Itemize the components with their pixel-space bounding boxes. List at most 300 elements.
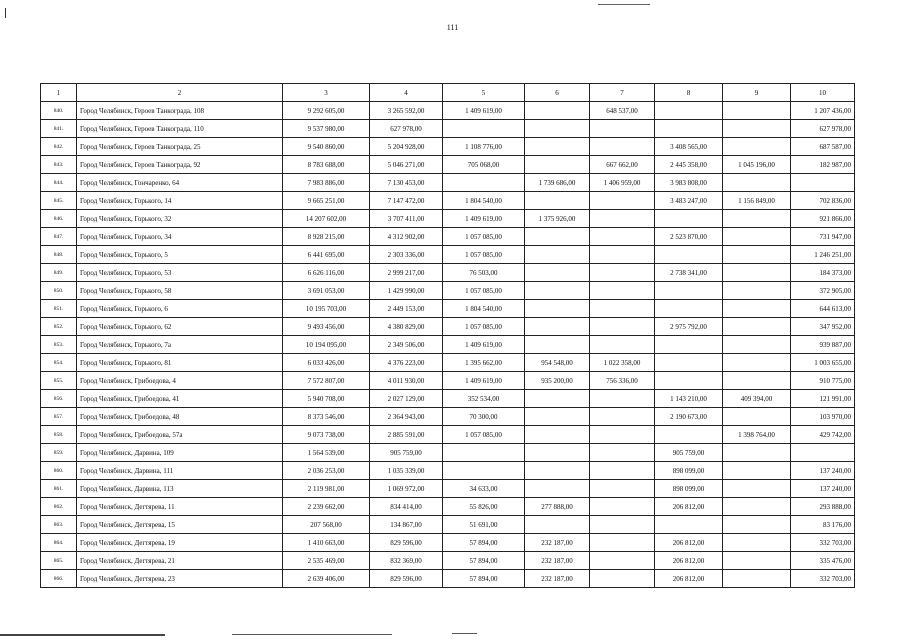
col-5-cell: 1 108 776,00	[443, 138, 525, 156]
col-5-cell: 1 409 619,00	[443, 336, 525, 354]
col-5-cell	[443, 462, 525, 480]
col-4-cell: 2 349 506,00	[370, 336, 443, 354]
col-8-cell	[655, 300, 723, 318]
col-7-cell	[590, 390, 655, 408]
scan-mark	[598, 4, 650, 5]
scan-mark	[5, 8, 6, 18]
col-6-cell	[525, 138, 590, 156]
col-5-cell: 1 057 085,00	[443, 282, 525, 300]
row-number: 842.	[41, 138, 77, 156]
col-7-cell: 648 537,00	[590, 102, 655, 120]
col-5-cell: 1 409 619,00	[443, 210, 525, 228]
col-6-cell	[525, 246, 590, 264]
total-cost-cell: 9 493 456,00	[283, 318, 370, 336]
row-number: 853.	[41, 336, 77, 354]
col-6-cell	[525, 516, 590, 534]
col-4-cell: 2 364 943,00	[370, 408, 443, 426]
col-6-cell	[525, 336, 590, 354]
row-number: 859.	[41, 444, 77, 462]
col-5-cell: 70 300,00	[443, 408, 525, 426]
col-8-cell: 3 483 247,00	[655, 192, 723, 210]
table-row	[41, 192, 855, 210]
table-row	[41, 480, 855, 498]
col-8-cell	[655, 246, 723, 264]
col-10-cell: 332 703,00	[791, 534, 855, 552]
col-6-cell	[525, 408, 590, 426]
col-4-cell: 829 596,00	[370, 534, 443, 552]
total-cost-cell: 2 239 662,00	[283, 498, 370, 516]
col-7-cell	[590, 318, 655, 336]
col-7-cell: 667 662,00	[590, 156, 655, 174]
column-header-2: 2	[77, 84, 283, 102]
row-number: 866.	[41, 570, 77, 588]
col-4-cell: 2 999 217,00	[370, 264, 443, 282]
total-cost-cell: 8 373 546,00	[283, 408, 370, 426]
col-4-cell: 2 449 153,00	[370, 300, 443, 318]
column-header-7: 7	[590, 84, 655, 102]
col-8-cell: 2 738 341,00	[655, 264, 723, 282]
col-7-cell	[590, 516, 655, 534]
col-10-cell: 910 775,00	[791, 372, 855, 390]
total-cost-cell: 9 537 980,00	[283, 120, 370, 138]
address-cell: Город Челябинск, Дарвина, 111	[77, 462, 283, 480]
total-cost-cell: 2 119 981,00	[283, 480, 370, 498]
total-cost-cell: 2 535 469,00	[283, 552, 370, 570]
col-5-cell	[443, 120, 525, 138]
col-9-cell: 1 156 849,00	[723, 192, 791, 210]
column-header-10: 10	[791, 84, 855, 102]
table-row	[41, 228, 855, 246]
col-9-cell	[723, 444, 791, 462]
col-8-cell	[655, 210, 723, 228]
col-7-cell	[590, 498, 655, 516]
row-number: 843.	[41, 156, 77, 174]
address-cell: Город Челябинск, Горького, 5	[77, 246, 283, 264]
registry-table	[40, 83, 855, 588]
col-9-cell	[723, 210, 791, 228]
col-5-cell: 57 894,00	[443, 570, 525, 588]
table-row	[41, 246, 855, 264]
col-7-cell: 1 022 358,00	[590, 354, 655, 372]
col-7-cell	[590, 426, 655, 444]
col-7-cell	[590, 300, 655, 318]
row-number: 849.	[41, 264, 77, 282]
col-8-cell: 3 983 808,00	[655, 174, 723, 192]
table-row	[41, 570, 855, 588]
col-6-cell	[525, 444, 590, 462]
total-cost-cell: 6 626 116,00	[283, 264, 370, 282]
row-number: 855.	[41, 372, 77, 390]
col-7-cell	[590, 444, 655, 462]
table-row	[41, 372, 855, 390]
col-6-cell	[525, 300, 590, 318]
col-9-cell	[723, 174, 791, 192]
address-cell: Город Челябинск, Горького, 32	[77, 210, 283, 228]
col-5-cell: 1 395 662,00	[443, 354, 525, 372]
col-7-cell: 1 406 959,00	[590, 174, 655, 192]
col-6-cell	[525, 228, 590, 246]
col-4-cell: 4 376 223,00	[370, 354, 443, 372]
total-cost-cell: 10 195 703,00	[283, 300, 370, 318]
col-4-cell: 834 414,00	[370, 498, 443, 516]
row-number: 850.	[41, 282, 77, 300]
col-10-cell: 121 991,00	[791, 390, 855, 408]
col-5-cell	[443, 174, 525, 192]
col-5-cell: 1 057 085,00	[443, 426, 525, 444]
row-number: 848.	[41, 246, 77, 264]
col-7-cell	[590, 210, 655, 228]
col-8-cell: 905 759,00	[655, 444, 723, 462]
col-5-cell: 705 068,00	[443, 156, 525, 174]
col-8-cell: 206 812,00	[655, 570, 723, 588]
address-cell: Город Челябинск, Героев Танкограда, 110	[77, 120, 283, 138]
col-5-cell: 76 503,00	[443, 264, 525, 282]
col-7-cell	[590, 120, 655, 138]
table-row	[41, 120, 855, 138]
address-cell: Город Челябинск, Грибоедова, 57а	[77, 426, 283, 444]
col-7-cell	[590, 570, 655, 588]
col-8-cell: 206 812,00	[655, 552, 723, 570]
table-row	[41, 444, 855, 462]
col-8-cell: 206 812,00	[655, 534, 723, 552]
row-number: 845.	[41, 192, 77, 210]
row-number: 862.	[41, 498, 77, 516]
col-4-cell: 3 265 592,00	[370, 102, 443, 120]
col-7-cell	[590, 282, 655, 300]
col-9-cell	[723, 534, 791, 552]
table-row	[41, 462, 855, 480]
col-7-cell	[590, 138, 655, 156]
col-4-cell: 627 978,00	[370, 120, 443, 138]
col-7-cell	[590, 246, 655, 264]
address-cell: Город Челябинск, Героев Танкограда, 108	[77, 102, 283, 120]
address-cell: Город Челябинск, Горького, 34	[77, 228, 283, 246]
col-4-cell: 905 759,00	[370, 444, 443, 462]
row-number: 857.	[41, 408, 77, 426]
total-cost-cell: 9 292 605,00	[283, 102, 370, 120]
row-number: 844.	[41, 174, 77, 192]
col-6-cell	[525, 462, 590, 480]
row-number: 858.	[41, 426, 77, 444]
col-8-cell	[655, 102, 723, 120]
row-number: 851.	[41, 300, 77, 318]
column-header-1: 1	[41, 84, 77, 102]
address-cell: Город Челябинск, Горького, 58	[77, 282, 283, 300]
col-9-cell	[723, 498, 791, 516]
total-cost-cell: 7 572 807,00	[283, 372, 370, 390]
col-10-cell: 939 887,00	[791, 336, 855, 354]
col-6-cell: 935 200,00	[525, 372, 590, 390]
col-7-cell	[590, 552, 655, 570]
col-4-cell: 829 596,00	[370, 570, 443, 588]
col-7-cell	[590, 408, 655, 426]
table-row	[41, 336, 855, 354]
table-row	[41, 156, 855, 174]
col-9-cell: 1 045 196,00	[723, 156, 791, 174]
total-cost-cell: 5 940 708,00	[283, 390, 370, 408]
col-5-cell: 57 894,00	[443, 552, 525, 570]
table-body	[41, 102, 855, 588]
row-number: 865.	[41, 552, 77, 570]
total-cost-cell: 9 665 251,00	[283, 192, 370, 210]
col-5-cell	[443, 444, 525, 462]
col-4-cell: 3 707 411,00	[370, 210, 443, 228]
col-9-cell	[723, 300, 791, 318]
col-9-cell	[723, 246, 791, 264]
col-10-cell: 184 373,00	[791, 264, 855, 282]
address-cell: Город Челябинск, Дегтярева, 23	[77, 570, 283, 588]
row-number: 864.	[41, 534, 77, 552]
col-9-cell	[723, 120, 791, 138]
column-header-3: 3	[283, 84, 370, 102]
col-6-cell: 232 187,00	[525, 552, 590, 570]
col-4-cell: 7 130 453,00	[370, 174, 443, 192]
col-4-cell: 7 147 472,00	[370, 192, 443, 210]
col-8-cell	[655, 516, 723, 534]
col-5-cell: 55 826,00	[443, 498, 525, 516]
col-8-cell	[655, 282, 723, 300]
col-9-cell	[723, 462, 791, 480]
col-9-cell	[723, 570, 791, 588]
column-header-6: 6	[525, 84, 590, 102]
col-8-cell: 3 408 565,00	[655, 138, 723, 156]
col-7-cell	[590, 534, 655, 552]
address-cell: Город Челябинск, Горького, 62	[77, 318, 283, 336]
col-8-cell: 2 975 792,00	[655, 318, 723, 336]
row-number: 852.	[41, 318, 77, 336]
col-4-cell: 5 204 928,00	[370, 138, 443, 156]
col-10-cell: 627 978,00	[791, 120, 855, 138]
col-9-cell	[723, 516, 791, 534]
row-number: 846.	[41, 210, 77, 228]
address-cell: Город Челябинск, Дарвина, 113	[77, 480, 283, 498]
col-8-cell: 2 523 870,00	[655, 228, 723, 246]
col-9-cell	[723, 408, 791, 426]
total-cost-cell: 9 540 860,00	[283, 138, 370, 156]
col-6-cell: 1 375 926,00	[525, 210, 590, 228]
col-10-cell: 731 947,00	[791, 228, 855, 246]
column-header-9: 9	[723, 84, 791, 102]
row-number: 847.	[41, 228, 77, 246]
scan-mark	[452, 633, 477, 634]
col-8-cell	[655, 354, 723, 372]
col-10-cell: 83 176,00	[791, 516, 855, 534]
col-10-cell: 429 742,00	[791, 426, 855, 444]
col-9-cell	[723, 264, 791, 282]
table-row	[41, 174, 855, 192]
col-7-cell	[590, 480, 655, 498]
address-cell: Город Челябинск, Гончаренко, 64	[77, 174, 283, 192]
col-7-cell	[590, 192, 655, 210]
col-7-cell	[590, 462, 655, 480]
col-4-cell: 134 867,00	[370, 516, 443, 534]
col-10-cell: 137 240,00	[791, 480, 855, 498]
total-cost-cell: 2 639 406,00	[283, 570, 370, 588]
col-6-cell	[525, 264, 590, 282]
col-10-cell: 372 905,00	[791, 282, 855, 300]
col-6-cell	[525, 426, 590, 444]
table-row	[41, 354, 855, 372]
total-cost-cell: 6 441 695,00	[283, 246, 370, 264]
col-10-cell: 335 476,00	[791, 552, 855, 570]
col-4-cell: 1 069 972,00	[370, 480, 443, 498]
col-6-cell	[525, 156, 590, 174]
table-row	[41, 408, 855, 426]
col-9-cell	[723, 354, 791, 372]
col-10-cell: 137 240,00	[791, 462, 855, 480]
total-cost-cell: 8 928 215,00	[283, 228, 370, 246]
col-6-cell	[525, 102, 590, 120]
row-number: 840.	[41, 102, 77, 120]
col-5-cell: 352 534,00	[443, 390, 525, 408]
col-8-cell	[655, 372, 723, 390]
column-header-8: 8	[655, 84, 723, 102]
col-10-cell: 687 587,00	[791, 138, 855, 156]
total-cost-cell: 9 073 738,00	[283, 426, 370, 444]
col-7-cell	[590, 228, 655, 246]
col-6-cell: 232 187,00	[525, 534, 590, 552]
col-4-cell: 2 303 336,00	[370, 246, 443, 264]
row-number: 861.	[41, 480, 77, 498]
col-10-cell: 644 613,00	[791, 300, 855, 318]
row-number: 854.	[41, 354, 77, 372]
total-cost-cell: 1 564 539,00	[283, 444, 370, 462]
col-10-cell: 921 866,00	[791, 210, 855, 228]
col-9-cell	[723, 336, 791, 354]
col-5-cell: 51 691,00	[443, 516, 525, 534]
col-4-cell: 4 312 902,00	[370, 228, 443, 246]
address-cell: Город Челябинск, Горького, 6	[77, 300, 283, 318]
total-cost-cell: 8 783 688,00	[283, 156, 370, 174]
col-9-cell	[723, 228, 791, 246]
address-cell: Город Челябинск, Дегтярева, 21	[77, 552, 283, 570]
scan-mark	[232, 634, 392, 635]
col-6-cell	[525, 282, 590, 300]
address-cell: Город Челябинск, Горького, 14	[77, 192, 283, 210]
col-8-cell	[655, 336, 723, 354]
address-cell: Город Челябинск, Дегтярева, 11	[77, 498, 283, 516]
col-9-cell	[723, 138, 791, 156]
col-4-cell: 1 035 339,00	[370, 462, 443, 480]
scan-mark	[0, 634, 165, 636]
row-number: 860.	[41, 462, 77, 480]
column-header-5: 5	[443, 84, 525, 102]
address-cell: Город Челябинск, Грибоедова, 4	[77, 372, 283, 390]
col-6-cell	[525, 192, 590, 210]
total-cost-cell: 207 568,00	[283, 516, 370, 534]
col-4-cell: 1 429 990,00	[370, 282, 443, 300]
table-row	[41, 102, 855, 120]
col-5-cell: 34 633,00	[443, 480, 525, 498]
address-cell: Город Челябинск, Дегтярева, 15	[77, 516, 283, 534]
col-10-cell: 1 207 436,00	[791, 102, 855, 120]
col-10-cell: 1 246 251,00	[791, 246, 855, 264]
table-row	[41, 516, 855, 534]
col-9-cell	[723, 282, 791, 300]
col-8-cell: 898 099,00	[655, 480, 723, 498]
col-5-cell: 1 057 085,00	[443, 228, 525, 246]
col-5-cell: 57 894,00	[443, 534, 525, 552]
address-cell: Город Челябинск, Грибоедова, 41	[77, 390, 283, 408]
col-4-cell: 2 885 591,00	[370, 426, 443, 444]
total-cost-cell: 3 691 053,00	[283, 282, 370, 300]
col-8-cell: 206 812,00	[655, 498, 723, 516]
col-5-cell: 1 804 540,00	[443, 192, 525, 210]
col-4-cell: 5 046 271,00	[370, 156, 443, 174]
total-cost-cell: 14 207 602,00	[283, 210, 370, 228]
col-9-cell	[723, 552, 791, 570]
col-10-cell: 702 836,00	[791, 192, 855, 210]
address-cell: Город Челябинск, Героев Танкограда, 25	[77, 138, 283, 156]
address-cell: Город Челябинск, Дарвина, 109	[77, 444, 283, 462]
column-header-4: 4	[370, 84, 443, 102]
table-row	[41, 498, 855, 516]
col-7-cell: 756 336,00	[590, 372, 655, 390]
col-7-cell	[590, 264, 655, 282]
table-row	[41, 390, 855, 408]
col-8-cell: 1 143 210,00	[655, 390, 723, 408]
col-10-cell: 293 888,00	[791, 498, 855, 516]
table-row	[41, 534, 855, 552]
col-8-cell: 2 190 673,00	[655, 408, 723, 426]
col-6-cell: 277 888,00	[525, 498, 590, 516]
col-6-cell: 1 739 686,00	[525, 174, 590, 192]
table-row	[41, 138, 855, 156]
col-10-cell: 332 703,00	[791, 570, 855, 588]
table-row	[41, 318, 855, 336]
col-4-cell: 832 369,00	[370, 552, 443, 570]
col-9-cell	[723, 102, 791, 120]
total-cost-cell: 10 194 095,00	[283, 336, 370, 354]
col-5-cell: 1 057 085,00	[443, 318, 525, 336]
col-5-cell: 1 409 619,00	[443, 102, 525, 120]
table-row	[41, 264, 855, 282]
address-cell: Город Челябинск, Горького, 7а	[77, 336, 283, 354]
col-4-cell: 2 027 129,00	[370, 390, 443, 408]
col-5-cell: 1 409 619,00	[443, 372, 525, 390]
col-6-cell	[525, 318, 590, 336]
col-4-cell: 4 011 930,00	[370, 372, 443, 390]
col-5-cell: 1 804 540,00	[443, 300, 525, 318]
col-8-cell: 2 445 358,00	[655, 156, 723, 174]
table-row	[41, 426, 855, 444]
address-cell: Город Челябинск, Дегтярева, 19	[77, 534, 283, 552]
row-number: 856.	[41, 390, 77, 408]
col-10-cell: 1 003 655,00	[791, 354, 855, 372]
address-cell: Город Челябинск, Горького, 53	[77, 264, 283, 282]
row-number: 841.	[41, 120, 77, 138]
address-cell: Город Челябинск, Героев Танкограда, 92	[77, 156, 283, 174]
total-cost-cell: 2 036 253,00	[283, 462, 370, 480]
col-5-cell: 1 057 085,00	[443, 246, 525, 264]
table-row	[41, 552, 855, 570]
table-row	[41, 282, 855, 300]
col-8-cell	[655, 120, 723, 138]
total-cost-cell: 7 983 886,00	[283, 174, 370, 192]
col-9-cell	[723, 480, 791, 498]
address-cell: Город Челябинск, Горького, 81	[77, 354, 283, 372]
page-number: 111	[446, 23, 459, 32]
col-10-cell: 103 970,00	[791, 408, 855, 426]
address-cell: Город Челябинск, Грибоедова, 48	[77, 408, 283, 426]
total-cost-cell: 1 410 663,00	[283, 534, 370, 552]
col-9-cell: 409 394,00	[723, 390, 791, 408]
col-10-cell	[791, 174, 855, 192]
table-row	[41, 300, 855, 318]
table-header-row	[41, 84, 855, 102]
col-8-cell: 898 099,00	[655, 462, 723, 480]
col-9-cell: 1 398 764,00	[723, 426, 791, 444]
